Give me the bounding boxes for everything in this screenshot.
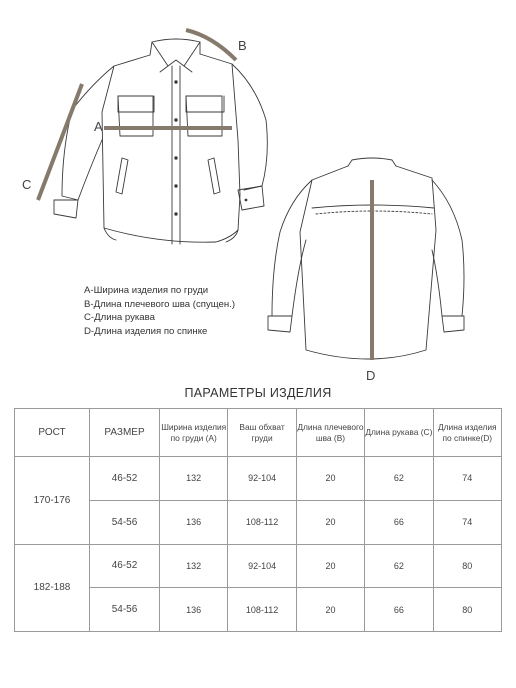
label-b: B	[238, 38, 247, 53]
cell-chest-width: 132	[160, 457, 228, 501]
params-title: ПАРАМЕТРЫ ИЗДЕЛИЯ	[184, 386, 332, 400]
cell-back-length: 80	[433, 588, 501, 632]
measurement-legend	[84, 284, 235, 338]
cell-sleeve: 66	[365, 500, 433, 544]
measure-c-sleeve	[38, 84, 82, 200]
cell-chest-girth: 108-112	[228, 588, 296, 632]
cell-shoulder: 20	[296, 500, 364, 544]
header-size: РАЗМЕР	[90, 409, 160, 457]
measure-b-shoulder	[186, 30, 236, 60]
header-shoulder-length: Длина плечевого шва (B)	[296, 409, 364, 457]
label-c: C	[22, 177, 32, 192]
header-chest-width: Ширина изделия по груди (A)	[160, 409, 228, 457]
table-header-row	[15, 409, 502, 457]
cell-chest-girth: 92-104	[228, 544, 296, 588]
header-sleeve-length: Длина рукава (С)	[365, 409, 433, 457]
cell-shoulder: 20	[296, 457, 364, 501]
cell-rost: 182-188	[15, 544, 90, 632]
cell-sleeve: 62	[365, 457, 433, 501]
cell-shoulder: 20	[296, 544, 364, 588]
header-rost: РОСТ	[15, 409, 90, 457]
cell-back-length: 80	[433, 544, 501, 588]
cell-size: 54-56	[90, 588, 160, 632]
legend-item-b: B-Длина плечевого шва (спущен.)	[84, 298, 236, 310]
cell-size: 46-52	[90, 544, 160, 588]
cell-chest-width: 136	[160, 500, 228, 544]
header-chest-girth: Ваш обхват груди	[228, 409, 296, 457]
cell-chest-width: 136	[160, 588, 228, 632]
cell-sleeve: 66	[365, 588, 433, 632]
cell-chest-width: 132	[160, 544, 228, 588]
table-row	[15, 544, 502, 588]
size-parameters-table	[14, 408, 502, 632]
legend-item-c: C-Длина рукава	[84, 312, 155, 324]
cell-size: 54-56	[90, 500, 160, 544]
label-d: D	[366, 368, 376, 383]
cell-back-length: 74	[433, 457, 501, 501]
cell-back-length: 74	[433, 500, 501, 544]
cell-size: 46-52	[90, 457, 160, 501]
label-a: A	[94, 119, 103, 134]
legend-item-a: A-Ширина изделия по груди	[84, 285, 209, 296]
cell-shoulder: 20	[296, 588, 364, 632]
header-back-length: Длина изделия по спинке(D)	[433, 409, 501, 457]
shirt-back-view	[268, 158, 464, 359]
cell-chest-girth: 92-104	[228, 457, 296, 501]
cell-rost: 170-176	[15, 457, 90, 545]
legend-item-d: D-Длина изделия по спинке	[84, 325, 208, 337]
cell-sleeve: 62	[365, 544, 433, 588]
cell-chest-girth: 108-112	[228, 500, 296, 544]
shirt-front-view	[54, 39, 267, 244]
table-row	[15, 457, 502, 501]
